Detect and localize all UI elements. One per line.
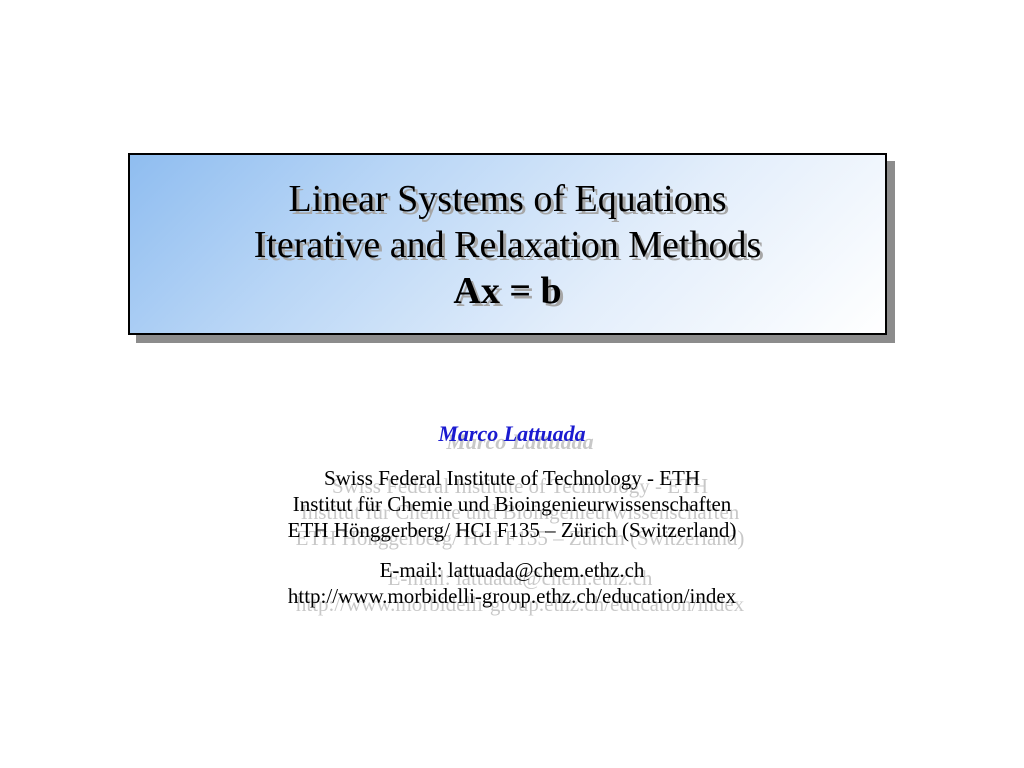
title-box bbox=[128, 153, 887, 335]
affiliation-institute: Swiss Federal Institute of Technology - ETH bbox=[323, 466, 701, 490]
affiliation-address: ETH Hönggerberg/ HCI F135 – Zürich (Switzerland) bbox=[287, 518, 737, 542]
title-equation: Ax = b bbox=[453, 270, 562, 312]
website-url: http://www.morbidelli-group.ethz.ch/education/index bbox=[287, 584, 737, 608]
author-block bbox=[0, 420, 1024, 609]
title-line-1: Linear Systems of Equations bbox=[288, 178, 727, 220]
author-name: Marco Lattuada bbox=[438, 421, 586, 446]
affiliation-department: Institut für Chemie und Bioingenieurwissenschaften bbox=[292, 492, 732, 516]
email-text: E-mail: lattuada@chem.ethz.ch bbox=[379, 558, 645, 582]
title-line-2: Iterative and Relaxation Methods bbox=[253, 224, 762, 266]
